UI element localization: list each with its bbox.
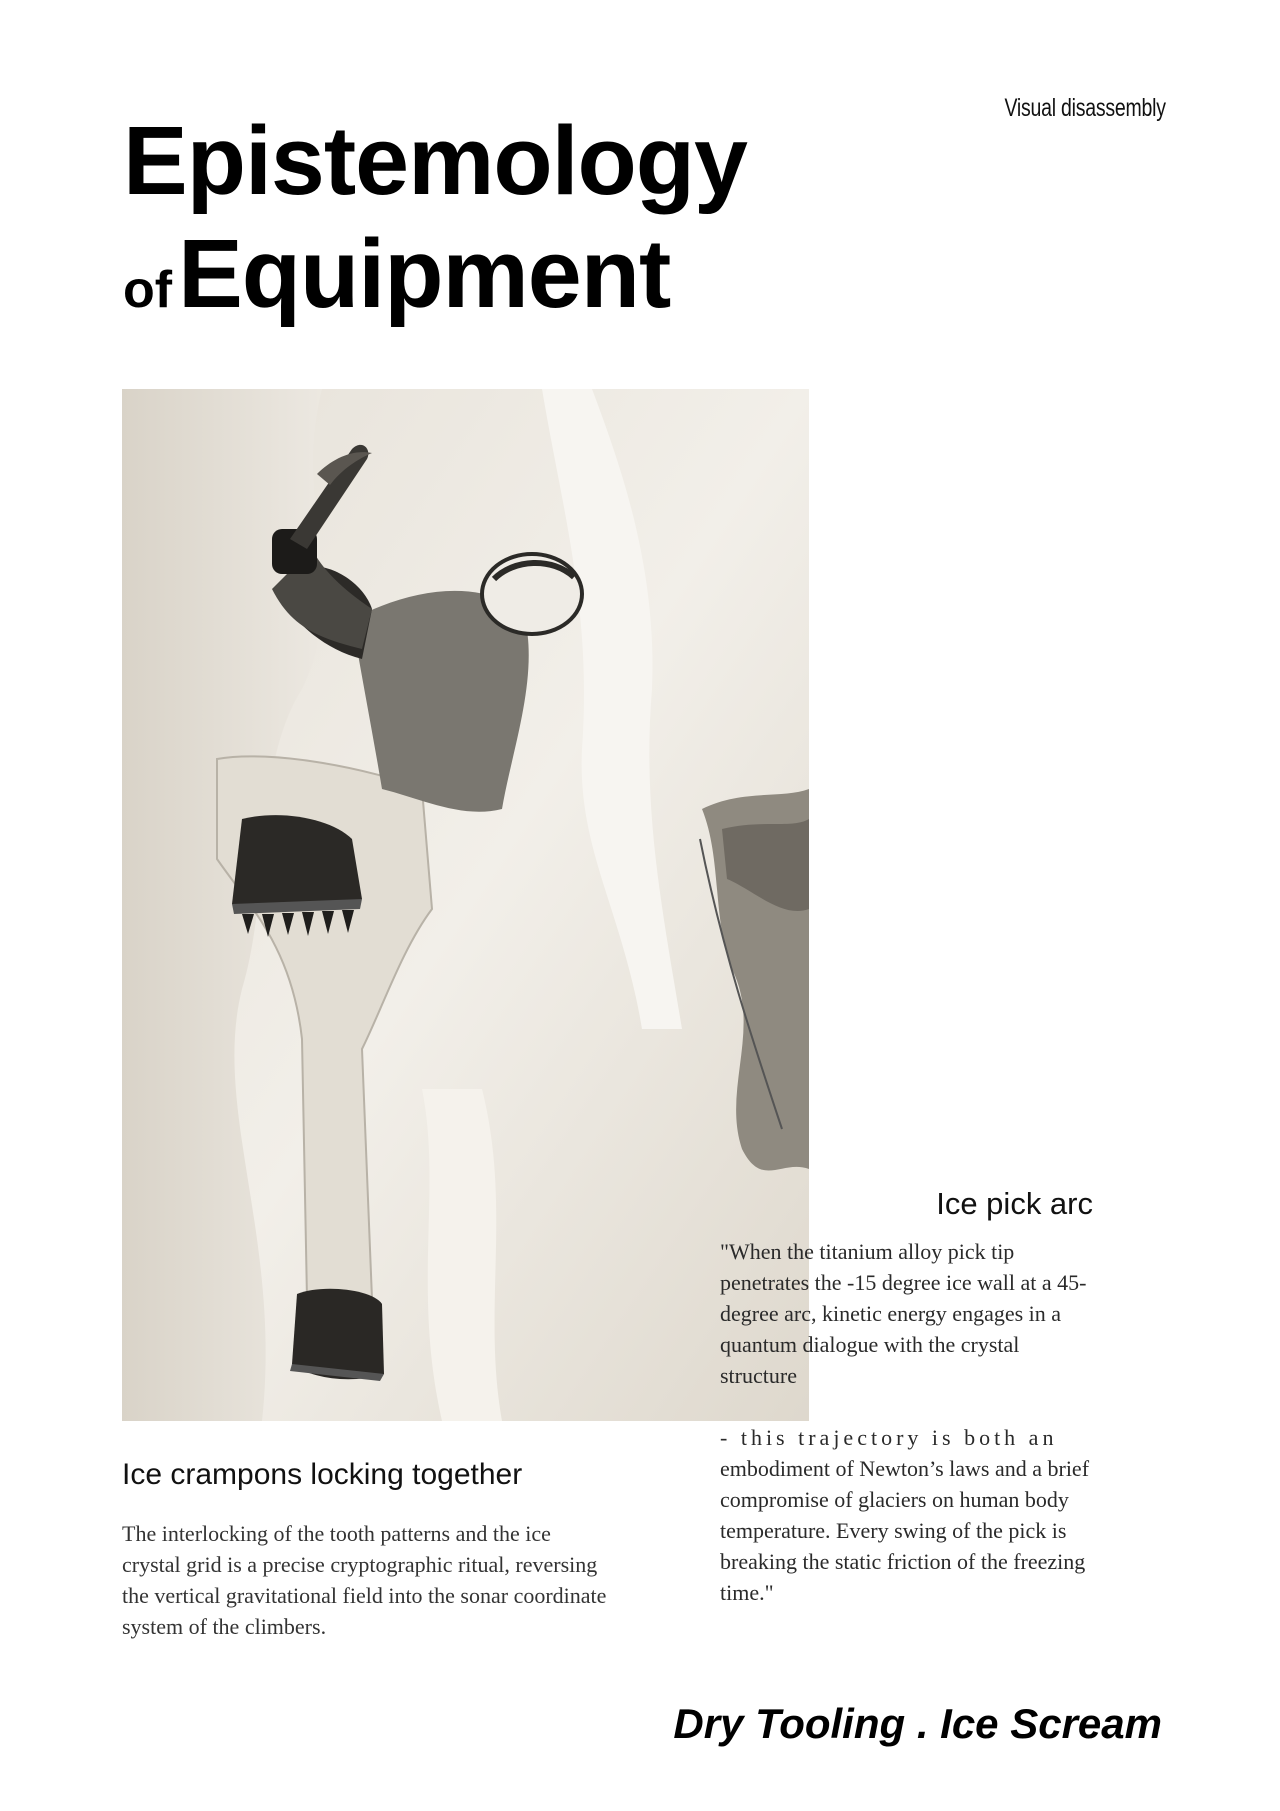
footer-tagline: Dry Tooling . Ice Scream — [673, 1700, 1162, 1747]
title-equipment-word: Equipment — [178, 219, 671, 328]
ice-pick-heading: Ice pick arc — [936, 1186, 1093, 1221]
ice-pick-paragraph-2 — [720, 1422, 1098, 1608]
kicker-label: Visual disassembly — [1004, 94, 1166, 122]
ice-climber-photo — [122, 389, 809, 1421]
ice-climber-illustration — [122, 389, 809, 1421]
title-line-epistemology: Epistemology — [123, 106, 747, 215]
ice-pick-paragraph-2-rest: embodiment of Newton’s laws and a brief compromise of glaciers on human body temperature. Every swing of the pick is breaking the static friction of the freezing time." — [720, 1456, 1090, 1605]
crampons-heading: Ice crampons locking together — [122, 1458, 523, 1491]
ice-pick-paragraph-2-lead: - this trajectory is both an — [720, 1425, 1058, 1450]
crampons-body: The interlocking of the tooth patterns and the ice crystal grid is a precise cryptographic ritual, reversing the vertical gravitational field into the sonar coordinate system of the climbers. — [122, 1521, 607, 1639]
title-of-word: of — [123, 261, 173, 319]
ice-pick-paragraph-1: "When the titanium alloy pick tip penetrates the -15 degree ice wall at a 45-degree arc, kinetic energy engages in a quantum dialogue with the crystal structure — [720, 1239, 1087, 1388]
title-line-equipment — [123, 219, 747, 328]
ice-pick-quote — [720, 1236, 1098, 1608]
page-title — [123, 106, 747, 328]
